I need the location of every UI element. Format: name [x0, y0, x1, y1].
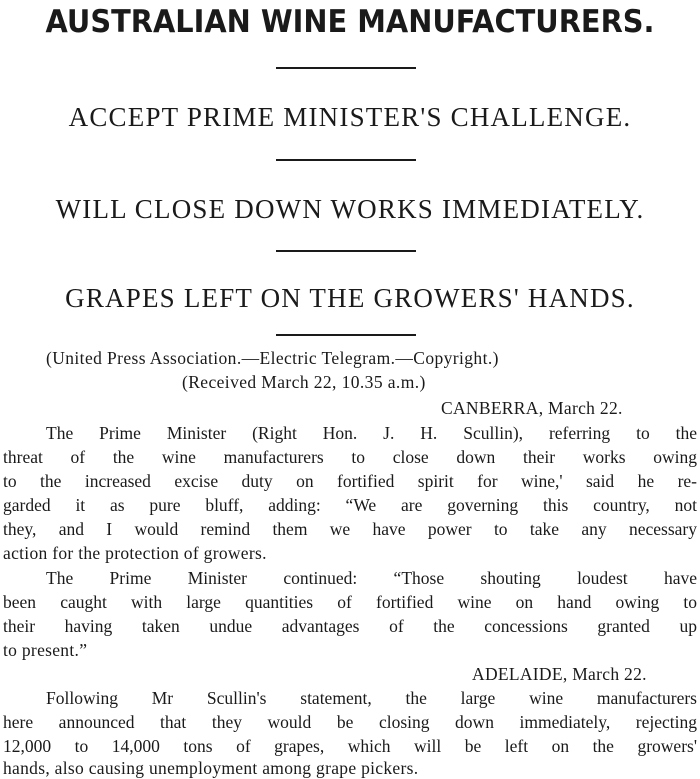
body-line: here announced that they would be closing down immediately, rejecting: [3, 712, 697, 732]
subheadline-2: WILL CLOSE DOWN WORKS IMMEDIATELY.: [55, 194, 645, 224]
subheadline-1: ACCEPT PRIME MINISTER'S CHALLENGE.: [68, 102, 632, 132]
headline: AUSTRALIAN WINE MANUFACTURERS.: [45, 4, 655, 40]
body-line: garded it as pure bluff, adding: “We are governing this country, not: [3, 495, 697, 515]
press-credit: (United Press Association.—Electric Telegram.—Copyright.): [46, 348, 499, 368]
divider-rule: [276, 159, 416, 161]
body-line: their having taken undue advantages of the concessions granted up: [3, 616, 697, 636]
body-line: to present.”: [3, 640, 88, 660]
divider-rule: [276, 67, 416, 69]
body-line: been caught with large quantities of fortified wine on hand owing to: [3, 592, 697, 612]
body-line: threat of the wine manufacturers to close down their works owing: [3, 447, 697, 467]
body-line: The Prime Minister continued: “Those shouting loudest have: [46, 568, 697, 588]
dateline-adelaide: ADELAIDE, March 22.: [472, 664, 647, 684]
body-line: hands, also causing unemployment among grape pickers.: [3, 758, 419, 778]
divider-rule: [276, 334, 416, 336]
body-line: 12,000 to 14,000 tons of grapes, which will be left on the growers': [3, 736, 697, 756]
subheadline-3: GRAPES LEFT ON THE GROWERS' HANDS.: [65, 283, 635, 313]
divider-rule: [276, 250, 416, 252]
body-line: The Prime Minister (Right Hon. J. H. Scullin), referring to the: [46, 423, 697, 443]
body-line: action for the protection of growers.: [3, 543, 267, 563]
dateline-canberra: CANBERRA, March 22.: [441, 398, 623, 418]
body-line: they, and I would remind them we have power to take any necessary: [3, 519, 697, 539]
received-time: (Received March 22, 10.35 a.m.): [182, 372, 426, 392]
body-line: Following Mr Scullin's statement, the large wine manufacturers: [46, 688, 697, 708]
body-line: to the increased excise duty on fortified spirit for wine,' said he re-: [3, 471, 697, 491]
